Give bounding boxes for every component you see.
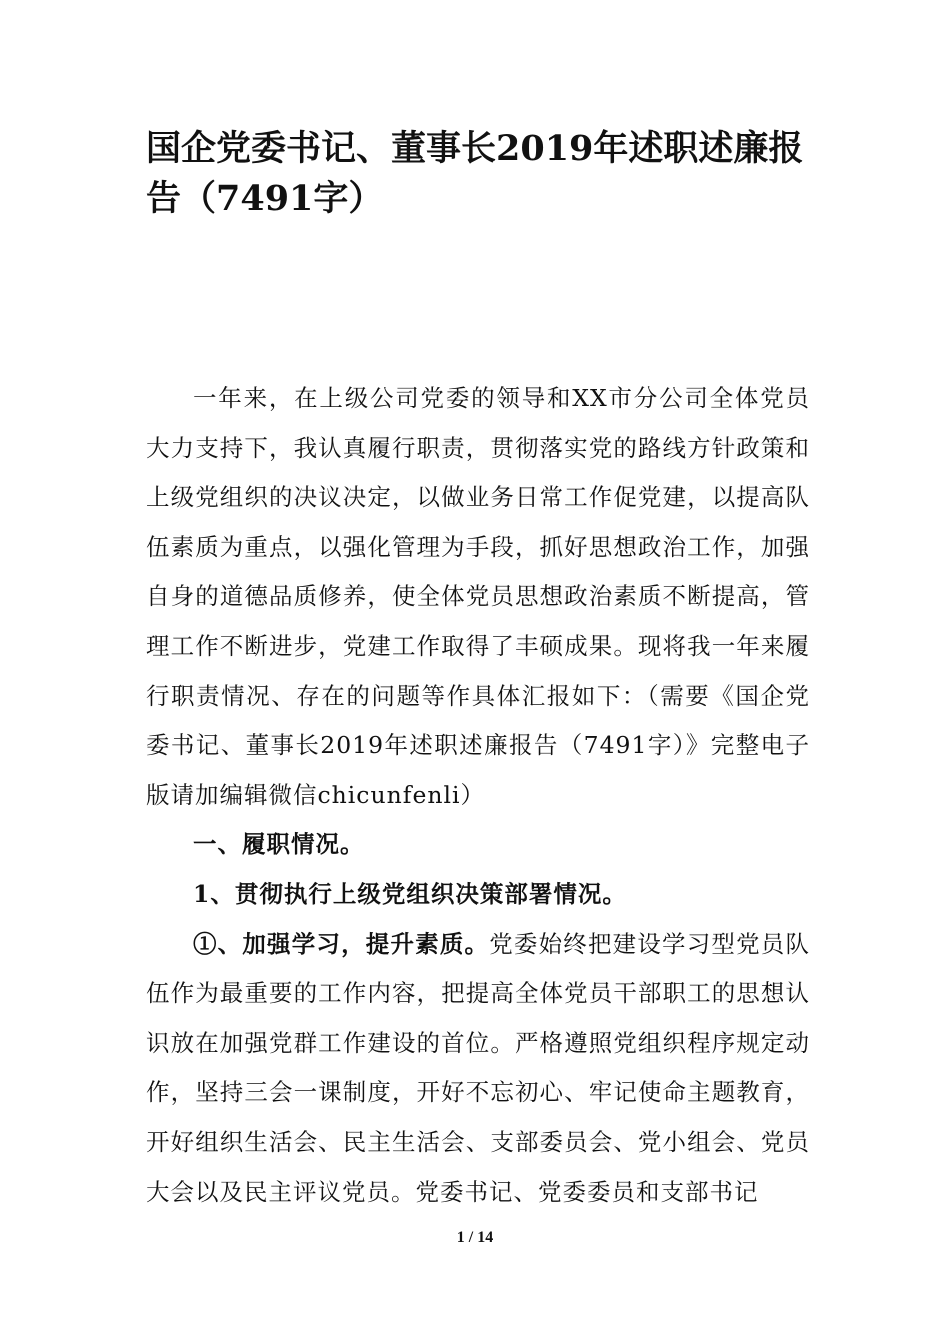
item-paragraph	[146, 920, 810, 1218]
section-heading: 一、履职情况。	[193, 830, 365, 859]
document-body	[146, 374, 810, 1217]
item-body: 党委始终把建设学习型党员队伍作为最重要的工作内容，把提高全体党员干部职工的思想认识放在加强党群工作建设的首位。严格遵照党组织程序规定动作，坚持三会一课制度，开好不忘初心、牢记使命主题教育，开好组织生活会、民主生活会、支部委员会、党小组会、党员大会以及民主评议党员。党委书记、党委委员和支部书记	[146, 929, 810, 1206]
intro-paragraph: 一年来，在上级公司党委的领导和XX市分公司全体党员大力支持下，我认真履行职责，贯彻落实党的路线方针政策和上级党组织的决议决定，以做业务日常工作促党建，以提高队伍素质为重点，以强化管理为手段，抓好思想政治工作，加强自身的道德品质修养，使全体党员思想政治素质不断提高，管理工作不断进步，党建工作取得了丰硕成果。现将我一年来履行职责情况、存在的问题等作具体汇报如下：（需要《国企党委书记、董事长2019年述职述廉报告（7491字）》完整电子版请加编辑微信chicunfenli）	[146, 384, 810, 809]
item-lead: ①、加强学习，提升素质。	[193, 929, 490, 958]
document-title: 国企党委书记、董事长2019年述职述廉报告（7491字）	[146, 128, 804, 219]
page-number: 1 / 14	[456, 1229, 494, 1246]
subsection-heading: 1、贯彻执行上级党组织决策部署情况。	[193, 879, 627, 908]
